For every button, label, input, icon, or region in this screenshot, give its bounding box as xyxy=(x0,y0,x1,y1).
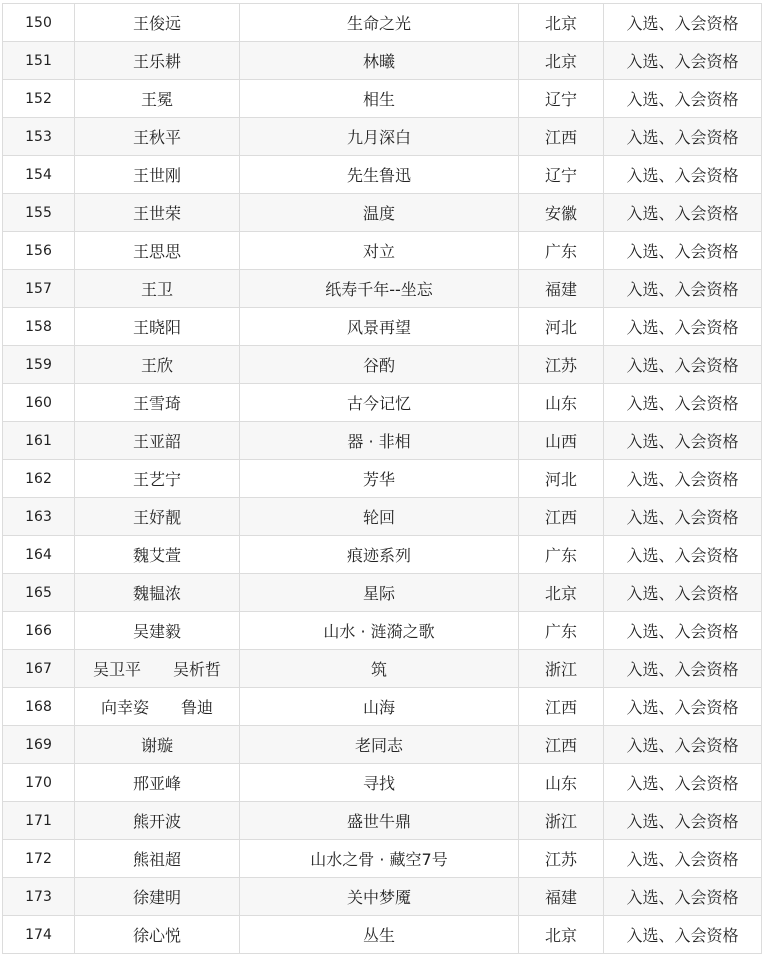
table-row xyxy=(3,726,762,764)
row-number-cell: 166 xyxy=(3,612,75,650)
artwork-title-cell: 盛世牛鼎 xyxy=(240,802,519,840)
row-number-cell: 158 xyxy=(3,308,75,346)
row-number-cell: 155 xyxy=(3,194,75,232)
region-cell: 北京 xyxy=(519,916,604,954)
artist-name-cell: 王卫 xyxy=(75,270,240,308)
region-cell: 河北 xyxy=(519,460,604,498)
artwork-title-cell: 风景再望 xyxy=(240,308,519,346)
row-number-cell: 150 xyxy=(3,4,75,42)
table-row xyxy=(3,232,762,270)
result-status-cell: 入选、入会资格 xyxy=(604,688,762,726)
artwork-title-cell: 寻找 xyxy=(240,764,519,802)
row-number-cell: 172 xyxy=(3,840,75,878)
table-row xyxy=(3,916,762,954)
row-number-cell: 153 xyxy=(3,118,75,156)
artwork-title-cell: 林曦 xyxy=(240,42,519,80)
table-row xyxy=(3,42,762,80)
result-status-cell: 入选、入会资格 xyxy=(604,536,762,574)
table-row xyxy=(3,840,762,878)
artwork-title-cell: 轮回 xyxy=(240,498,519,536)
region-cell: 山西 xyxy=(519,422,604,460)
artist-name-cell: 谢璇 xyxy=(75,726,240,764)
row-number-cell: 169 xyxy=(3,726,75,764)
region-cell: 安徽 xyxy=(519,194,604,232)
region-cell: 北京 xyxy=(519,4,604,42)
row-number-cell: 156 xyxy=(3,232,75,270)
artwork-title-cell: 山水之骨 · 藏空7号 xyxy=(240,840,519,878)
row-number-cell: 164 xyxy=(3,536,75,574)
table-row xyxy=(3,612,762,650)
row-number-cell: 167 xyxy=(3,650,75,688)
artist-name-cell: 王思思 xyxy=(75,232,240,270)
region-cell: 广东 xyxy=(519,232,604,270)
region-cell: 辽宁 xyxy=(519,80,604,118)
artwork-title-cell: 谷酌 xyxy=(240,346,519,384)
table-row xyxy=(3,460,762,498)
artist-name-cell: 王艺宁 xyxy=(75,460,240,498)
artist-name-cell: 徐建明 xyxy=(75,878,240,916)
artist-name-cell: 王妤靓 xyxy=(75,498,240,536)
region-cell: 江苏 xyxy=(519,346,604,384)
result-status-cell: 入选、入会资格 xyxy=(604,840,762,878)
region-cell: 浙江 xyxy=(519,802,604,840)
result-status-cell: 入选、入会资格 xyxy=(604,726,762,764)
table-row xyxy=(3,118,762,156)
artwork-title-cell: 老同志 xyxy=(240,726,519,764)
result-status-cell: 入选、入会资格 xyxy=(604,574,762,612)
result-status-cell: 入选、入会资格 xyxy=(604,42,762,80)
region-cell: 江苏 xyxy=(519,840,604,878)
artist-name-cell: 王秋平 xyxy=(75,118,240,156)
artist-name-cell: 邢亚峰 xyxy=(75,764,240,802)
region-cell: 江西 xyxy=(519,726,604,764)
row-number-cell: 171 xyxy=(3,802,75,840)
table-row xyxy=(3,156,762,194)
result-status-cell: 入选、入会资格 xyxy=(604,232,762,270)
artist-name-cell: 王冕 xyxy=(75,80,240,118)
row-number-cell: 160 xyxy=(3,384,75,422)
region-cell: 江西 xyxy=(519,688,604,726)
artist-name-cell: 吴卫平 吴析哲 xyxy=(75,650,240,688)
artwork-title-cell: 纸寿千年--坐忘 xyxy=(240,270,519,308)
artist-name-cell: 吴建毅 xyxy=(75,612,240,650)
artwork-title-cell: 相生 xyxy=(240,80,519,118)
artist-name-cell: 王乐耕 xyxy=(75,42,240,80)
region-cell: 福建 xyxy=(519,270,604,308)
row-number-cell: 161 xyxy=(3,422,75,460)
artwork-title-cell: 温度 xyxy=(240,194,519,232)
row-number-cell: 152 xyxy=(3,80,75,118)
row-number-cell: 170 xyxy=(3,764,75,802)
artist-name-cell: 王世荣 xyxy=(75,194,240,232)
result-status-cell: 入选、入会资格 xyxy=(604,346,762,384)
region-cell: 江西 xyxy=(519,498,604,536)
region-cell: 广东 xyxy=(519,536,604,574)
artwork-title-cell: 筑 xyxy=(240,650,519,688)
artist-name-cell: 王亚韶 xyxy=(75,422,240,460)
region-cell: 山东 xyxy=(519,764,604,802)
result-status-cell: 入选、入会资格 xyxy=(604,308,762,346)
artwork-title-cell: 生命之光 xyxy=(240,4,519,42)
result-status-cell: 入选、入会资格 xyxy=(604,916,762,954)
result-status-cell: 入选、入会资格 xyxy=(604,878,762,916)
result-status-cell: 入选、入会资格 xyxy=(604,650,762,688)
region-cell: 江西 xyxy=(519,118,604,156)
row-number-cell: 151 xyxy=(3,42,75,80)
region-cell: 山东 xyxy=(519,384,604,422)
artwork-title-cell: 器 · 非相 xyxy=(240,422,519,460)
artist-name-cell: 王晓阳 xyxy=(75,308,240,346)
artist-name-cell: 魏艾萱 xyxy=(75,536,240,574)
region-cell: 河北 xyxy=(519,308,604,346)
table-row xyxy=(3,80,762,118)
artist-name-cell: 熊开波 xyxy=(75,802,240,840)
result-status-cell: 入选、入会资格 xyxy=(604,156,762,194)
row-number-cell: 157 xyxy=(3,270,75,308)
artwork-title-cell: 芳华 xyxy=(240,460,519,498)
result-status-cell: 入选、入会资格 xyxy=(604,460,762,498)
row-number-cell: 165 xyxy=(3,574,75,612)
row-number-cell: 159 xyxy=(3,346,75,384)
artwork-title-cell: 关中梦魇 xyxy=(240,878,519,916)
row-number-cell: 168 xyxy=(3,688,75,726)
artist-name-cell: 王俊远 xyxy=(75,4,240,42)
table-row xyxy=(3,498,762,536)
results-table-body xyxy=(3,4,762,954)
row-number-cell: 154 xyxy=(3,156,75,194)
table-row xyxy=(3,4,762,42)
region-cell: 北京 xyxy=(519,42,604,80)
region-cell: 北京 xyxy=(519,574,604,612)
result-status-cell: 入选、入会资格 xyxy=(604,764,762,802)
artwork-title-cell: 痕迹系列 xyxy=(240,536,519,574)
region-cell: 广东 xyxy=(519,612,604,650)
table-row xyxy=(3,384,762,422)
artwork-title-cell: 山海 xyxy=(240,688,519,726)
table-row xyxy=(3,574,762,612)
artwork-title-cell: 山水 · 涟漪之歌 xyxy=(240,612,519,650)
result-status-cell: 入选、入会资格 xyxy=(604,498,762,536)
row-number-cell: 174 xyxy=(3,916,75,954)
table-row xyxy=(3,650,762,688)
artwork-title-cell: 对立 xyxy=(240,232,519,270)
result-status-cell: 入选、入会资格 xyxy=(604,270,762,308)
result-status-cell: 入选、入会资格 xyxy=(604,802,762,840)
region-cell: 浙江 xyxy=(519,650,604,688)
table-row xyxy=(3,536,762,574)
table-row xyxy=(3,688,762,726)
artist-name-cell: 徐心悦 xyxy=(75,916,240,954)
result-status-cell: 入选、入会资格 xyxy=(604,4,762,42)
table-row xyxy=(3,802,762,840)
artwork-title-cell: 先生鲁迅 xyxy=(240,156,519,194)
row-number-cell: 173 xyxy=(3,878,75,916)
result-status-cell: 入选、入会资格 xyxy=(604,612,762,650)
artwork-title-cell: 九月深白 xyxy=(240,118,519,156)
table-row xyxy=(3,270,762,308)
artist-name-cell: 王欣 xyxy=(75,346,240,384)
artwork-title-cell: 古今记忆 xyxy=(240,384,519,422)
row-number-cell: 162 xyxy=(3,460,75,498)
table-row xyxy=(3,194,762,232)
results-table xyxy=(2,3,762,954)
table-row xyxy=(3,764,762,802)
table-row xyxy=(3,422,762,460)
artist-name-cell: 魏韫浓 xyxy=(75,574,240,612)
artwork-title-cell: 丛生 xyxy=(240,916,519,954)
artwork-title-cell: 星际 xyxy=(240,574,519,612)
artist-name-cell: 向幸姿 鲁迪 xyxy=(75,688,240,726)
region-cell: 辽宁 xyxy=(519,156,604,194)
result-status-cell: 入选、入会资格 xyxy=(604,384,762,422)
result-status-cell: 入选、入会资格 xyxy=(604,80,762,118)
result-status-cell: 入选、入会资格 xyxy=(604,194,762,232)
artist-name-cell: 王世刚 xyxy=(75,156,240,194)
artist-name-cell: 熊祖超 xyxy=(75,840,240,878)
region-cell: 福建 xyxy=(519,878,604,916)
table-row xyxy=(3,878,762,916)
artist-name-cell: 王雪琦 xyxy=(75,384,240,422)
result-status-cell: 入选、入会资格 xyxy=(604,422,762,460)
table-row xyxy=(3,346,762,384)
table-row xyxy=(3,308,762,346)
result-status-cell: 入选、入会资格 xyxy=(604,118,762,156)
row-number-cell: 163 xyxy=(3,498,75,536)
